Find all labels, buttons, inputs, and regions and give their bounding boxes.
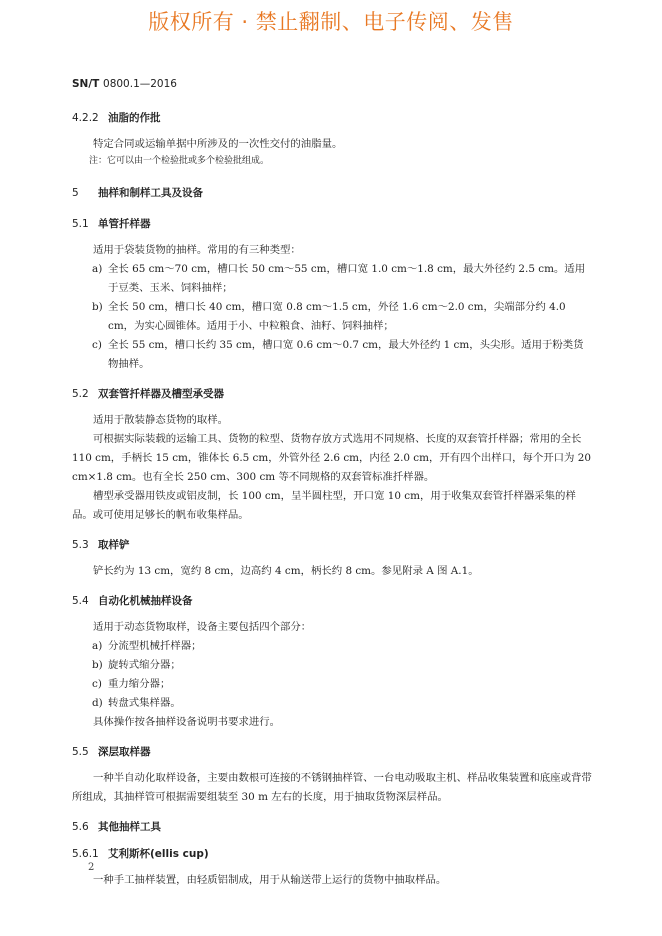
standard-number: 0800.1—2016	[103, 78, 177, 90]
section-5-6-heading: 5.6 其他抽样工具	[72, 821, 161, 833]
section-5-3-heading: 5.3 取样铲	[72, 539, 130, 551]
list-item: c) 重力缩分器；	[92, 678, 171, 690]
section-5-4-heading: 5.4 自动化机械抽样设备	[72, 595, 193, 607]
document-code	[72, 78, 177, 90]
list-item: b) 旋转式缩分器；	[92, 659, 181, 671]
section-4-2-2-note: 注：它可以由一个检验批或多个检验批组成。	[89, 156, 270, 166]
list-item: d) 转盘式集样器。	[92, 697, 181, 709]
standard-prefix: SN/T	[72, 78, 100, 90]
section-5-1-intro: 适用于袋装货物的抽样。常用的有三种类型：	[93, 244, 301, 256]
section-5-2-heading: 5.2 双套管扦样器及槽型承受器	[72, 388, 224, 400]
section-5-4-outro: 具体操作按各抽样设备说明书要求进行。	[93, 716, 281, 728]
copyright-watermark: 版权所有 · 禁止翻制、电子传阅、发售	[148, 10, 514, 34]
list-item: a) 分流型机械扦样器；	[92, 640, 202, 652]
list-item: b) 全长 50 cm，槽口长 40 cm，槽口宽 0.8 cm～1.5 cm，外径 1.6 cm～2.0 cm，尖端部分约 4.0 cm，为实心圆锥体。适用于小、中粒粮食、油籽、饲料抽样；	[92, 301, 566, 332]
section-5-2-para-2: 可根据实际装载的运输工具、货物的粒型、货物存放方式选用不同规格、长度的双套管扦样器；常用的全长 110 cm，手柄长 15 cm，锥体长 6.5 cm，外管外径 2.6 cm，内径 2.0 cm，开有四个出样口，每个开口为 20 cm×1.8 cm。也有全长 250 cm、300 cm 等不同规格的双套管标准扦样器。	[72, 433, 591, 483]
section-5-1-heading: 5.1 单管扦样器	[72, 218, 151, 230]
section-5-3-text: 铲长约为 13 cm，宽约 8 cm，边高约 4 cm，柄长约 8 cm。参见附录 A 图 A.1。	[93, 565, 479, 577]
section-4-2-2-heading: 4.2.2 油脂的作批	[72, 112, 161, 124]
page-number: 2	[88, 862, 95, 873]
section-5-4-intro: 适用于动态货物取样，设备主要包括四个部分：	[93, 621, 312, 633]
section-5-heading: 5 抽样和制样工具及设备	[72, 187, 203, 199]
section-4-2-2-text: 特定合同或运输单据中所涉及的一次性交付的油脂量。	[93, 138, 343, 150]
section-5-5-text: 一种半自动化取样设备，主要由数根可连接的不锈钢抽样管、一台电动吸取主机、样品收集装置和底座或背带所组成，其抽样管可根据需要组装至 30 m 左右的长度，用于抽取货物深层样品。	[72, 772, 592, 803]
section-5-5-heading: 5.5 深层取样器	[72, 746, 151, 758]
section-5-6-1-heading: 5.6.1 艾利斯杯(ellis cup)	[72, 848, 209, 860]
section-5-2-para-3: 槽型承受器用铁皮或铝皮制，长 100 cm，呈半圆柱型，开口宽 10 cm，用于收集双套管扦样器采集的样品。或可使用足够长的帆布收集样品。	[72, 490, 576, 521]
list-item: a) 全长 65 cm～70 cm，槽口长 50 cm～55 cm，槽口宽 1.0 cm～1.8 cm，最大外径约 2.5 cm。适用于豆类、玉米、饲料抽样；	[92, 263, 586, 294]
document-body	[72, 110, 592, 890]
list-item: c) 全长 55 cm，槽口长约 35 cm，槽口宽 0.6 cm～0.7 cm，最大外径约 1 cm，头尖形。适用于粉类货物抽样。	[92, 339, 584, 370]
section-5-2-para-1: 适用于散装静态货物的取样。	[93, 414, 229, 426]
section-5-6-1-text: 一种手工抽样装置，由轻质铝制成，用于从输送带上运行的货物中抽取样品。	[93, 874, 447, 886]
